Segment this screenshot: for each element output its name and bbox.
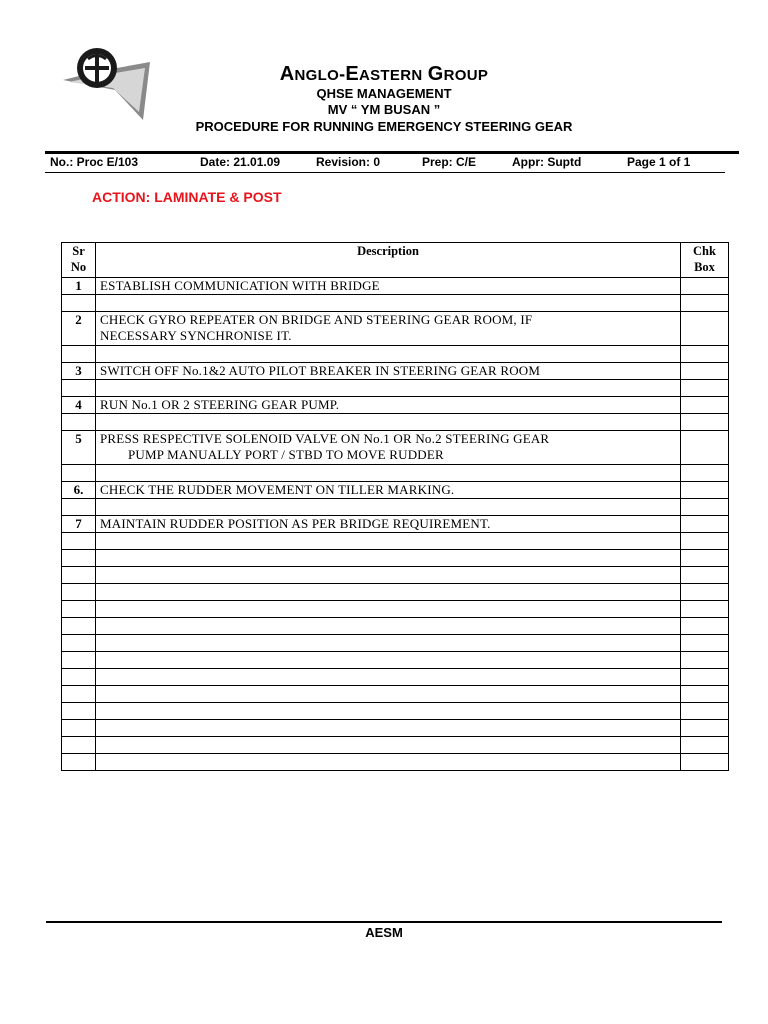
empty-cell: [96, 635, 681, 652]
doc-prep: Prep: C/E: [422, 155, 477, 169]
empty-cell: [62, 295, 96, 312]
step-description-line: SWITCH OFF No.1&2 AUTO PILOT BREAKER IN STEERING GEAR ROOM: [100, 363, 541, 378]
step-number: 7: [62, 516, 96, 533]
table-header-row: [62, 243, 729, 278]
check-box-cell[interactable]: [681, 295, 729, 312]
check-box-cell[interactable]: [681, 737, 729, 754]
empty-cell: [96, 465, 681, 482]
empty-cell: [96, 533, 681, 550]
empty-cell: [96, 295, 681, 312]
empty-cell: [96, 346, 681, 363]
empty-cell: [96, 686, 681, 703]
step-description-line: ESTABLISH COMMUNICATION WITH BRIDGE: [100, 278, 380, 293]
check-box-cell[interactable]: [681, 669, 729, 686]
check-box-cell[interactable]: [681, 635, 729, 652]
empty-cell: [62, 414, 96, 431]
check-box-cell[interactable]: [681, 686, 729, 703]
step-description-line: PRESS RESPECTIVE SOLENOID VALVE ON No.1 OR No.2 STEERING GEAR: [100, 431, 550, 446]
check-box-cell[interactable]: [681, 278, 729, 295]
check-box-cell[interactable]: [681, 550, 729, 567]
check-box-cell[interactable]: [681, 380, 729, 397]
sr-no-header: Sr No: [62, 243, 96, 278]
step-description: [96, 516, 681, 533]
step-number: 6.: [62, 482, 96, 499]
document-meta-bar: [50, 155, 720, 171]
check-box-cell[interactable]: [681, 754, 729, 771]
company-name: ANGLO-EASTERN GROUP: [279, 63, 489, 85]
check-box-cell[interactable]: [681, 720, 729, 737]
step-number: 1: [62, 278, 96, 295]
table-row: [62, 363, 729, 380]
empty-cell: [62, 686, 96, 703]
procedure-table: [61, 242, 729, 771]
check-box-cell[interactable]: [681, 397, 729, 414]
empty-cell: [62, 499, 96, 516]
anglo-eastern-logo: [55, 42, 155, 122]
empty-cell: [62, 754, 96, 771]
empty-cell: [96, 567, 681, 584]
step-description: [96, 482, 681, 499]
step-description-line: CHECK THE RUDDER MOVEMENT ON TILLER MARKING.: [100, 482, 455, 497]
empty-cell: [96, 499, 681, 516]
empty-cell: [96, 703, 681, 720]
vessel-name: MV “ YM BUSAN ”: [327, 102, 441, 117]
step-description: [96, 312, 681, 346]
doc-page: Page 1 of 1: [627, 155, 691, 169]
table-row: [62, 550, 729, 567]
check-box-cell[interactable]: [681, 567, 729, 584]
empty-cell: [62, 584, 96, 601]
table-row: [62, 652, 729, 669]
table-row: [62, 635, 729, 652]
check-box-cell[interactable]: [681, 465, 729, 482]
check-box-cell[interactable]: [681, 703, 729, 720]
footer-text: AESM: [365, 925, 403, 940]
step-number: 5: [62, 431, 96, 465]
check-box-cell[interactable]: [681, 482, 729, 499]
empty-cell: [62, 346, 96, 363]
empty-cell: [62, 465, 96, 482]
footer-rule: [46, 921, 722, 923]
table-row: [62, 295, 729, 312]
empty-cell: [62, 652, 96, 669]
step-number: 4: [62, 397, 96, 414]
step-description-line: RUN No.1 OR 2 STEERING GEAR PUMP.: [100, 397, 340, 412]
table-row: [62, 499, 729, 516]
description-header: Description: [96, 243, 681, 278]
header-rule-bottom: [45, 172, 725, 173]
empty-cell: [96, 601, 681, 618]
empty-cell: [62, 601, 96, 618]
check-box-cell[interactable]: [681, 584, 729, 601]
doc-revision: Revision: 0: [316, 155, 381, 169]
empty-cell: [62, 669, 96, 686]
table-row: [62, 397, 729, 414]
empty-cell: [62, 703, 96, 720]
step-description: [96, 431, 681, 465]
empty-cell: [62, 635, 96, 652]
doc-date: Date: 21.01.09: [200, 155, 281, 169]
empty-cell: [62, 533, 96, 550]
empty-cell: [96, 720, 681, 737]
check-box-cell[interactable]: [681, 431, 729, 465]
doc-appr: Appr: Suptd: [512, 155, 582, 169]
step-description: [96, 278, 681, 295]
check-box-cell[interactable]: [681, 618, 729, 635]
table-row: [62, 720, 729, 737]
step-description: [96, 397, 681, 414]
table-row: [62, 754, 729, 771]
table-row: [62, 278, 729, 295]
department-name: QHSE MANAGEMENT: [316, 86, 452, 101]
table-row: [62, 703, 729, 720]
empty-cell: [96, 737, 681, 754]
table-row: [62, 686, 729, 703]
table-row: [62, 431, 729, 465]
check-box-cell[interactable]: [681, 652, 729, 669]
step-description-line: CHECK GYRO REPEATER ON BRIDGE AND STEERING GEAR ROOM, IF: [100, 312, 533, 327]
header-rule-top: [45, 151, 739, 154]
step-description-line: MAINTAIN RUDDER POSITION AS PER BRIDGE REQUIREMENT.: [100, 516, 491, 531]
table-row: [62, 533, 729, 550]
empty-cell: [96, 414, 681, 431]
check-box-cell[interactable]: [681, 346, 729, 363]
step-number: 2: [62, 312, 96, 346]
table-row: [62, 618, 729, 635]
chk-box-header: Chk Box: [681, 243, 729, 278]
step-description-line: PUMP MANUALLY PORT / STBD TO MOVE RUDDER: [128, 447, 444, 462]
table-row: [62, 465, 729, 482]
doc-number: No.: Proc E/103: [50, 155, 139, 169]
table-row: [62, 482, 729, 499]
check-box-cell[interactable]: [681, 414, 729, 431]
check-box-cell[interactable]: [681, 533, 729, 550]
check-box-cell[interactable]: [681, 499, 729, 516]
table-row: [62, 601, 729, 618]
empty-cell: [62, 720, 96, 737]
step-description-line: NECESSARY SYNCHRONISE IT.: [100, 328, 292, 343]
table-row: [62, 380, 729, 397]
check-box-cell[interactable]: [681, 312, 729, 346]
check-box-cell[interactable]: [681, 601, 729, 618]
empty-cell: [96, 669, 681, 686]
empty-cell: [62, 567, 96, 584]
table-row: [62, 737, 729, 754]
step-description: [96, 363, 681, 380]
table-row: [62, 346, 729, 363]
table-row: [62, 567, 729, 584]
empty-cell: [96, 754, 681, 771]
check-box-cell[interactable]: [681, 516, 729, 533]
empty-cell: [96, 618, 681, 635]
table-row: [62, 312, 729, 346]
table-row: [62, 584, 729, 601]
empty-cell: [96, 380, 681, 397]
table-row: [62, 414, 729, 431]
empty-cell: [96, 584, 681, 601]
procedure-title: PROCEDURE FOR RUNNING EMERGENCY STEERING GEAR: [195, 119, 573, 134]
empty-cell: [62, 618, 96, 635]
table-row: [62, 516, 729, 533]
empty-cell: [96, 652, 681, 669]
action-instruction: ACTION: LAMINATE & POST: [92, 189, 282, 205]
empty-cell: [96, 550, 681, 567]
step-number: 3: [62, 363, 96, 380]
check-box-cell[interactable]: [681, 363, 729, 380]
empty-cell: [62, 550, 96, 567]
table-row: [62, 669, 729, 686]
empty-cell: [62, 380, 96, 397]
empty-cell: [62, 737, 96, 754]
